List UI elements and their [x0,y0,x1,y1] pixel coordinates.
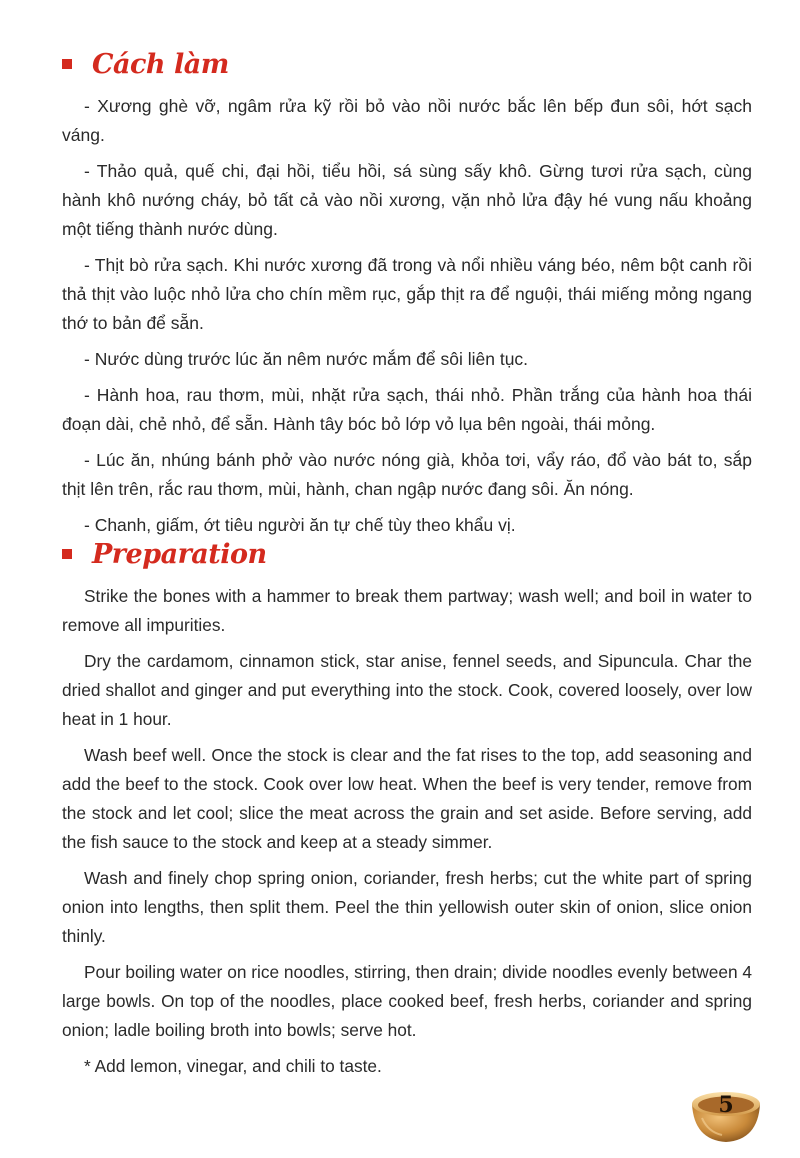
vietnamese-paragraph: - Thảo quả, quế chi, đại hồi, tiểu hồi, sá sùng sấy khô. Gừng tươi rửa sạch, cùng hành khô nướng cháy, bỏ tất cả vào nồi xương, vặn nhỏ lửa đậy hé vung nấu khoảng một tiếng thành nước dùng. [62,161,752,239]
vietnamese-paragraph: - Chanh, giấm, ớt tiêu người ăn tự chế tùy theo khẩu vị. [84,515,516,535]
vietnamese-paragraph: - Nước dùng trước lúc ăn nêm nước mắm để sôi liên tục. [84,349,529,369]
vietnamese-heading [62,44,752,84]
heading-bullet-icon [62,549,72,559]
english-paragraph: Strike the bones with a hammer to break them partway; wash well; and boil in water to remove all impurities. [62,586,752,635]
english-heading [62,534,752,574]
english-paragraph: * Add lemon, vinegar, and chili to taste. [84,1056,382,1076]
english-paragraph: Wash beef well. Once the stock is clear and the fat rises to the top, add seasoning and add the beef to the stock. Cook over low heat. When the beef is very tender, remove from the stock and let cool; slice the meat across the grain and set aside. Before serving, add the fish sauce to the stock and keep at a steady simmer. [62,745,752,852]
vietnamese-paragraph: - Thịt bò rửa sạch. Khi nước xương đã trong và nổi nhiều váng béo, nêm bột canh rồi thả thịt vào luộc nhỏ lửa cho chín mềm rục, gắp thịt ra để nguội, thái miếng mỏng ngang thớ to bản để sẵn. [62,255,752,333]
vietnamese-paragraph: - Hành hoa, rau thơm, mùi, nhặt rửa sạch, thái nhỏ. Phần trắng của hành hoa thái đoạn dài, chẻ nhỏ, để sẵn. Hành tây bóc bỏ lớp vỏ lụa bên ngoài, thái mỏng. [62,385,752,434]
english-paragraph: Dry the cardamom, cinnamon stick, star anise, fennel seeds, and Sipuncula. Char the dried shallot and ginger and put everything into the stock. Cook, covered loosely, over low heat in 1 hour. [62,651,752,729]
english-section [62,534,752,1088]
heading-bullet-icon [62,59,72,69]
vietnamese-heading-text: Cách làm [92,48,229,80]
page-number: 5 [718,1092,734,1118]
english-heading-text: Preparation [92,538,267,570]
english-paragraph: Pour boiling water on rice noodles, stirring, then drain; divide noodles evenly between 4 large bowls. On top of the noodles, place cooked beef, fresh herbs, coriander and spring onion; ladle boiling broth into bowls; serve hot. [62,962,752,1040]
vietnamese-paragraph: - Xương ghè vỡ, ngâm rửa kỹ rồi bỏ vào nồi nước bắc lên bếp đun sôi, hớt sạch váng. [62,96,752,145]
english-paragraph: Wash and finely chop spring onion, coriander, fresh herbs; cut the white part of spring onion into lengths, then split them. Peel the thin yellowish outer skin of onion, slice onion thinly. [62,868,752,946]
vietnamese-section [62,44,752,547]
page-number-badge [688,1082,764,1146]
vietnamese-paragraph: - Lúc ăn, nhúng bánh phở vào nước nóng già, khỏa tơi, vẩy ráo, đổ vào bát to, sắp thịt lên trên, rắc rau thơm, mùi, hành, chan ngập nước đang sôi. Ăn nóng. [62,450,752,499]
